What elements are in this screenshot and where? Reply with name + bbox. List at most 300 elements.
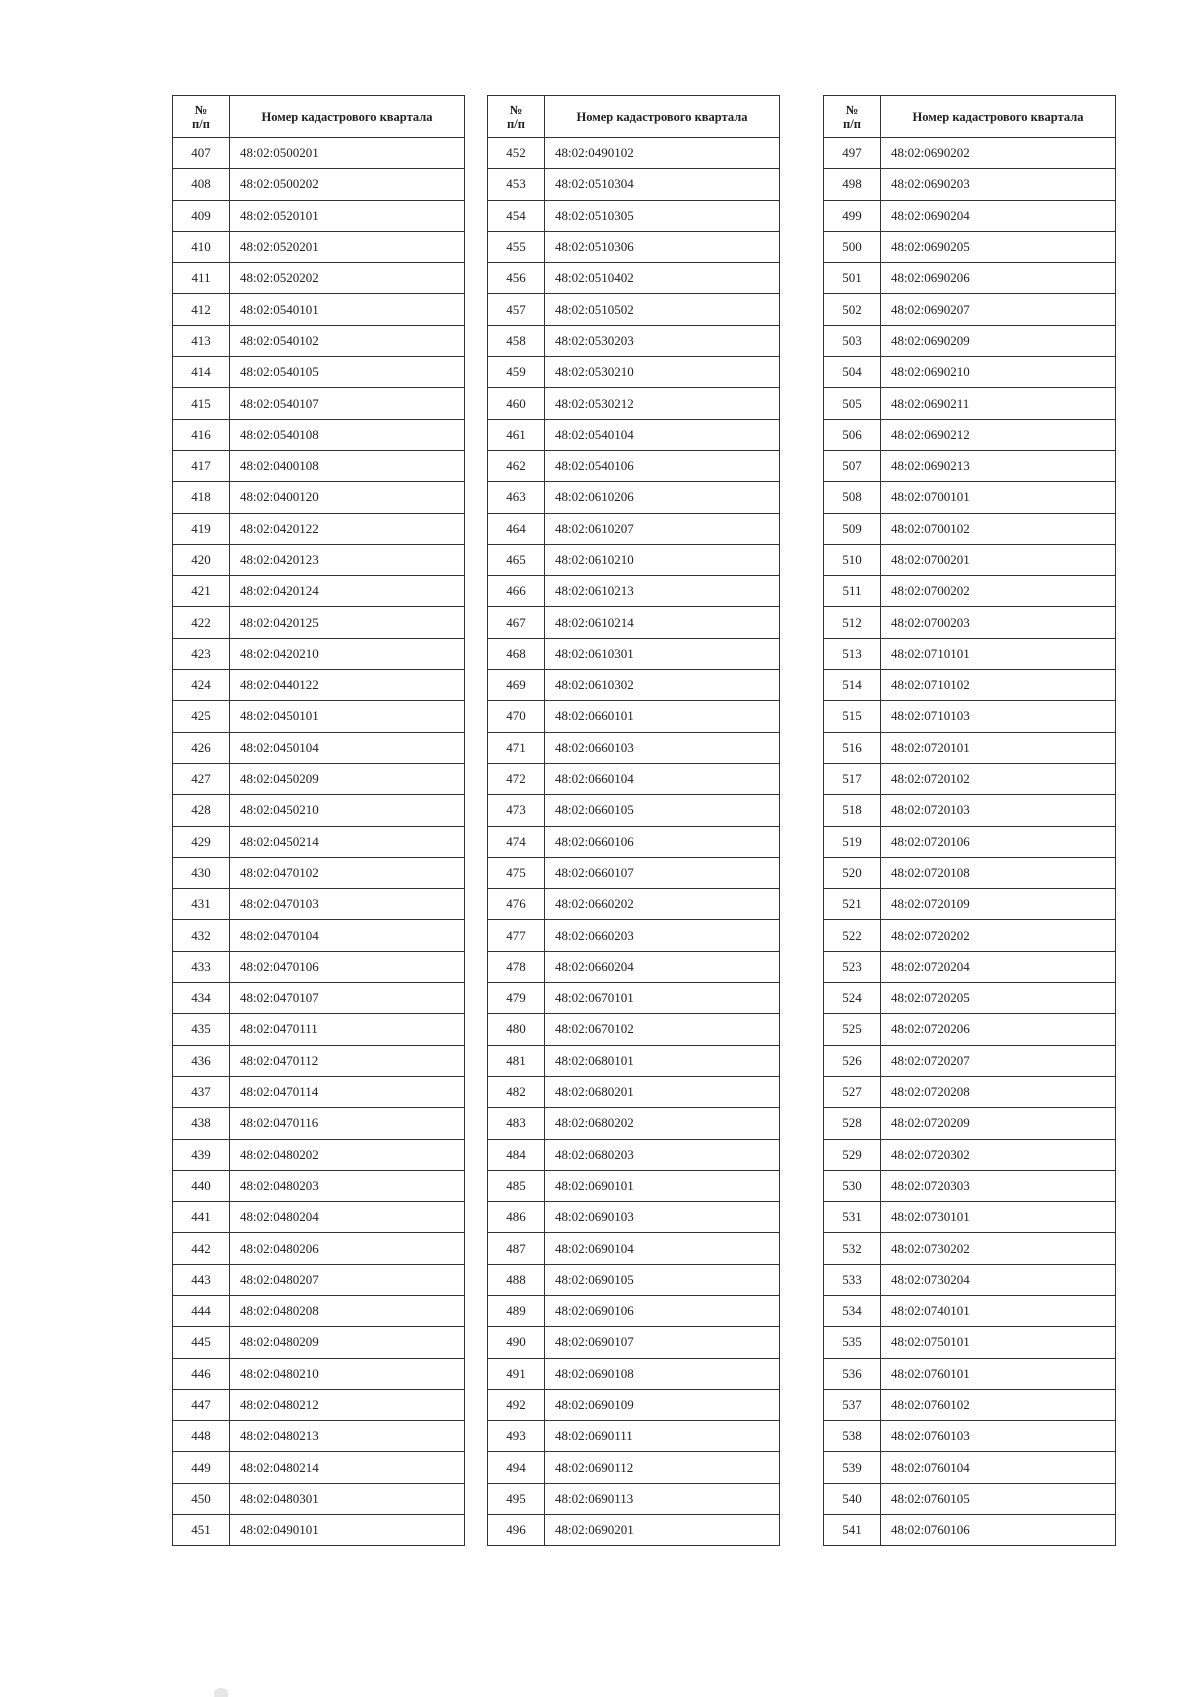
cadastral-quarter-number: 48:02:0740101 — [881, 1295, 1116, 1326]
cadastral-quarter-number: 48:02:0680203 — [545, 1139, 780, 1170]
cadastral-quarter-number: 48:02:0720206 — [881, 1014, 1116, 1045]
cadastral-quarter-number: 48:02:0480204 — [230, 1202, 465, 1233]
row-number: 450 — [173, 1483, 230, 1514]
row-number: 425 — [173, 701, 230, 732]
cadastral-quarter-number: 48:02:0690201 — [545, 1515, 780, 1546]
table-row — [173, 263, 465, 294]
row-number: 443 — [173, 1264, 230, 1295]
cadastral-quarter-number: 48:02:0470107 — [230, 983, 465, 1014]
table-row — [488, 670, 780, 701]
table-row — [173, 857, 465, 888]
cadastral-quarter-number: 48:02:0510304 — [545, 169, 780, 200]
table-row — [824, 138, 1116, 169]
table-row — [173, 1170, 465, 1201]
row-number: 509 — [824, 513, 881, 544]
cadastral-quarter-number: 48:02:0540101 — [230, 294, 465, 325]
table-row — [824, 513, 1116, 544]
table-row — [824, 1295, 1116, 1326]
row-number: 481 — [488, 1045, 545, 1076]
row-number: 466 — [488, 576, 545, 607]
row-number: 412 — [173, 294, 230, 325]
table-row — [173, 1233, 465, 1264]
cadastral-quarter-number: 48:02:0690112 — [545, 1452, 780, 1483]
row-number: 469 — [488, 670, 545, 701]
row-number: 503 — [824, 325, 881, 356]
table-row — [173, 325, 465, 356]
table-row — [173, 670, 465, 701]
table-row — [173, 1139, 465, 1170]
cadastral-quarter-number: 48:02:0450209 — [230, 763, 465, 794]
row-number: 526 — [824, 1045, 881, 1076]
cadastral-quarter-number: 48:02:0720103 — [881, 795, 1116, 826]
cadastral-quarter-number: 48:02:0720209 — [881, 1108, 1116, 1139]
row-number: 458 — [488, 325, 545, 356]
row-number: 428 — [173, 795, 230, 826]
table-row — [488, 231, 780, 262]
row-number: 520 — [824, 857, 881, 888]
row-number: 473 — [488, 795, 545, 826]
table-row — [824, 1233, 1116, 1264]
table-row — [824, 1202, 1116, 1233]
row-number: 453 — [488, 169, 545, 200]
cadastral-quarter-number: 48:02:0540107 — [230, 388, 465, 419]
table-row — [824, 200, 1116, 231]
cadastral-quarter-number: 48:02:0690209 — [881, 325, 1116, 356]
cadastral-quarter-number: 48:02:0700202 — [881, 576, 1116, 607]
cadastral-quarter-number: 48:02:0530210 — [545, 357, 780, 388]
row-number: 454 — [488, 200, 545, 231]
cadastral-quarter-number: 48:02:0690203 — [881, 169, 1116, 200]
row-number: 498 — [824, 169, 881, 200]
cadastral-quarter-number: 48:02:0760103 — [881, 1421, 1116, 1452]
row-number: 490 — [488, 1327, 545, 1358]
table-row — [488, 325, 780, 356]
table-row — [488, 138, 780, 169]
row-number: 477 — [488, 920, 545, 951]
table-row — [824, 325, 1116, 356]
cadastral-table-2 — [487, 95, 780, 1546]
table-row — [488, 1014, 780, 1045]
cadastral-table-1 — [172, 95, 465, 1546]
table-row — [173, 983, 465, 1014]
row-number: 497 — [824, 138, 881, 169]
row-number: 446 — [173, 1358, 230, 1389]
header-number: № п/п — [824, 96, 881, 138]
table-row — [488, 576, 780, 607]
cadastral-quarter-number: 48:02:0690206 — [881, 263, 1116, 294]
cadastral-quarter-number: 48:02:0610210 — [545, 544, 780, 575]
cadastral-quarter-number: 48:02:0710101 — [881, 638, 1116, 669]
table-row — [488, 1452, 780, 1483]
table-row — [173, 795, 465, 826]
cadastral-quarter-number: 48:02:0660202 — [545, 889, 780, 920]
row-number: 518 — [824, 795, 881, 826]
cadastral-quarter-number: 48:02:0690212 — [881, 419, 1116, 450]
row-number: 534 — [824, 1295, 881, 1326]
row-number: 496 — [488, 1515, 545, 1546]
cadastral-quarter-number: 48:02:0420125 — [230, 607, 465, 638]
table-row — [173, 701, 465, 732]
row-number: 491 — [488, 1358, 545, 1389]
row-number: 437 — [173, 1076, 230, 1107]
row-number: 471 — [488, 732, 545, 763]
table-row — [824, 482, 1116, 513]
cadastral-quarter-number: 48:02:0690211 — [881, 388, 1116, 419]
row-number: 531 — [824, 1202, 881, 1233]
cadastral-quarter-number: 48:02:0400108 — [230, 450, 465, 481]
table-row — [173, 231, 465, 262]
cadastral-quarter-number: 48:02:0690106 — [545, 1295, 780, 1326]
row-number: 461 — [488, 419, 545, 450]
table-row — [824, 169, 1116, 200]
table-row — [173, 951, 465, 982]
table-row — [824, 857, 1116, 888]
table-row — [824, 1483, 1116, 1514]
cadastral-quarter-number: 48:02:0730202 — [881, 1233, 1116, 1264]
cadastral-quarter-number: 48:02:0480209 — [230, 1327, 465, 1358]
cadastral-quarter-number: 48:02:0720102 — [881, 763, 1116, 794]
row-number: 413 — [173, 325, 230, 356]
row-number: 475 — [488, 857, 545, 888]
cadastral-quarter-number: 48:02:0610213 — [545, 576, 780, 607]
row-number: 533 — [824, 1264, 881, 1295]
cadastral-quarter-number: 48:02:0470102 — [230, 857, 465, 888]
table-row — [488, 1233, 780, 1264]
table-row — [173, 1202, 465, 1233]
cadastral-quarter-number: 48:02:0420124 — [230, 576, 465, 607]
cadastral-quarter-number: 48:02:0680101 — [545, 1045, 780, 1076]
table-row — [824, 1264, 1116, 1295]
row-number: 421 — [173, 576, 230, 607]
cadastral-quarter-number: 48:02:0730101 — [881, 1202, 1116, 1233]
cadastral-quarter-number: 48:02:0660203 — [545, 920, 780, 951]
table-row — [173, 450, 465, 481]
table-row — [488, 388, 780, 419]
row-number: 441 — [173, 1202, 230, 1233]
row-number: 444 — [173, 1295, 230, 1326]
row-number: 436 — [173, 1045, 230, 1076]
row-number: 512 — [824, 607, 881, 638]
cadastral-quarter-number: 48:02:0450210 — [230, 795, 465, 826]
row-number: 532 — [824, 1233, 881, 1264]
row-number: 439 — [173, 1139, 230, 1170]
table-row — [173, 294, 465, 325]
table-row — [488, 1202, 780, 1233]
cadastral-quarter-number: 48:02:0480210 — [230, 1358, 465, 1389]
row-number: 474 — [488, 826, 545, 857]
row-number: 500 — [824, 231, 881, 262]
cadastral-quarter-number: 48:02:0660106 — [545, 826, 780, 857]
table-row — [824, 826, 1116, 857]
row-number: 494 — [488, 1452, 545, 1483]
cadastral-quarter-number: 48:02:0480206 — [230, 1233, 465, 1264]
table-row — [173, 1108, 465, 1139]
cadastral-quarter-number: 48:02:0420210 — [230, 638, 465, 669]
table-row — [488, 1170, 780, 1201]
cadastral-quarter-number: 48:02:0700101 — [881, 482, 1116, 513]
row-number: 426 — [173, 732, 230, 763]
cadastral-quarter-number: 48:02:0720205 — [881, 983, 1116, 1014]
row-number: 539 — [824, 1452, 881, 1483]
row-number: 470 — [488, 701, 545, 732]
row-number: 489 — [488, 1295, 545, 1326]
row-number: 504 — [824, 357, 881, 388]
table-row — [488, 889, 780, 920]
cadastral-quarter-number: 48:02:0680201 — [545, 1076, 780, 1107]
cadastral-quarter-number: 48:02:0760104 — [881, 1452, 1116, 1483]
table-row — [173, 732, 465, 763]
cadastral-quarter-number: 48:02:0720202 — [881, 920, 1116, 951]
row-number: 447 — [173, 1389, 230, 1420]
header-cadastral-quarter: Номер кадастрового квартала — [881, 96, 1116, 138]
row-number: 432 — [173, 920, 230, 951]
cadastral-quarter-number: 48:02:0480208 — [230, 1295, 465, 1326]
table-row — [488, 1358, 780, 1389]
row-number: 478 — [488, 951, 545, 982]
cadastral-quarter-number: 48:02:0700102 — [881, 513, 1116, 544]
row-number: 460 — [488, 388, 545, 419]
table-row — [173, 1045, 465, 1076]
row-number: 407 — [173, 138, 230, 169]
cadastral-quarter-number: 48:02:0690108 — [545, 1358, 780, 1389]
cadastral-quarter-number: 48:02:0690205 — [881, 231, 1116, 262]
table-row — [824, 889, 1116, 920]
table-row — [824, 670, 1116, 701]
cadastral-quarter-number: 48:02:0760105 — [881, 1483, 1116, 1514]
header-number: № п/п — [173, 96, 230, 138]
row-number: 435 — [173, 1014, 230, 1045]
cadastral-quarter-number: 48:02:0660104 — [545, 763, 780, 794]
row-number: 484 — [488, 1139, 545, 1170]
cadastral-quarter-number: 48:02:0750101 — [881, 1327, 1116, 1358]
table-row — [824, 763, 1116, 794]
cadastral-quarter-number: 48:02:0610301 — [545, 638, 780, 669]
cadastral-quarter-number: 48:02:0690113 — [545, 1483, 780, 1514]
table-row — [824, 1358, 1116, 1389]
table-row — [824, 701, 1116, 732]
cadastral-quarter-number: 48:02:0420123 — [230, 544, 465, 575]
table-row — [824, 1389, 1116, 1420]
table-row — [824, 388, 1116, 419]
cadastral-quarter-number: 48:02:0660103 — [545, 732, 780, 763]
cadastral-quarter-number: 48:02:0470111 — [230, 1014, 465, 1045]
table-row — [488, 701, 780, 732]
table-row — [488, 920, 780, 951]
table-row — [173, 920, 465, 951]
table-row — [824, 983, 1116, 1014]
row-number: 464 — [488, 513, 545, 544]
table-row — [173, 482, 465, 513]
row-number: 510 — [824, 544, 881, 575]
table-row — [173, 513, 465, 544]
table-row — [824, 1515, 1116, 1546]
table-row — [173, 200, 465, 231]
row-number: 462 — [488, 450, 545, 481]
cadastral-quarter-number: 48:02:0540102 — [230, 325, 465, 356]
row-number: 459 — [488, 357, 545, 388]
table-row — [824, 795, 1116, 826]
row-number: 502 — [824, 294, 881, 325]
table-row — [824, 263, 1116, 294]
cadastral-quarter-number: 48:02:0690213 — [881, 450, 1116, 481]
cadastral-quarter-number: 48:02:0690101 — [545, 1170, 780, 1201]
table-row — [488, 983, 780, 1014]
cadastral-quarter-number: 48:02:0720208 — [881, 1076, 1116, 1107]
table-row — [824, 1045, 1116, 1076]
row-number: 511 — [824, 576, 881, 607]
cadastral-quarter-number: 48:02:0510502 — [545, 294, 780, 325]
row-number: 420 — [173, 544, 230, 575]
row-number: 530 — [824, 1170, 881, 1201]
cadastral-quarter-number: 48:02:0500202 — [230, 169, 465, 200]
row-number: 422 — [173, 607, 230, 638]
row-number: 525 — [824, 1014, 881, 1045]
cadastral-quarter-number: 48:02:0540108 — [230, 419, 465, 450]
row-number: 527 — [824, 1076, 881, 1107]
table-row — [488, 1045, 780, 1076]
row-number: 415 — [173, 388, 230, 419]
table-row — [173, 1076, 465, 1107]
row-number: 538 — [824, 1421, 881, 1452]
row-number: 480 — [488, 1014, 545, 1045]
cadastral-quarter-number: 48:02:0610302 — [545, 670, 780, 701]
cadastral-quarter-number: 48:02:0660204 — [545, 951, 780, 982]
table-row — [824, 638, 1116, 669]
cadastral-quarter-number: 48:02:0690204 — [881, 200, 1116, 231]
header-number: № п/п — [488, 96, 545, 138]
row-number: 455 — [488, 231, 545, 262]
cadastral-quarter-number: 48:02:0760106 — [881, 1515, 1116, 1546]
table-row — [173, 763, 465, 794]
row-number: 492 — [488, 1389, 545, 1420]
row-number: 438 — [173, 1108, 230, 1139]
table-row — [488, 1264, 780, 1295]
row-number: 457 — [488, 294, 545, 325]
table-row — [824, 1452, 1116, 1483]
row-number: 416 — [173, 419, 230, 450]
table-row — [824, 951, 1116, 982]
cadastral-quarter-number: 48:02:0420122 — [230, 513, 465, 544]
row-number: 451 — [173, 1515, 230, 1546]
table-row — [173, 544, 465, 575]
table-row — [488, 263, 780, 294]
row-number: 513 — [824, 638, 881, 669]
row-number: 429 — [173, 826, 230, 857]
cadastral-quarter-number: 48:02:0450101 — [230, 701, 465, 732]
table-row — [173, 1452, 465, 1483]
cadastral-quarter-number: 48:02:0470104 — [230, 920, 465, 951]
header-cadastral-quarter: Номер кадастрового квартала — [230, 96, 465, 138]
table-row — [488, 450, 780, 481]
table-row — [824, 1139, 1116, 1170]
cadastral-quarter-number: 48:02:0710103 — [881, 701, 1116, 732]
table-row — [173, 826, 465, 857]
table-row — [173, 138, 465, 169]
row-number: 514 — [824, 670, 881, 701]
table-row — [488, 357, 780, 388]
table-row — [488, 638, 780, 669]
cadastral-quarter-number: 48:02:0700203 — [881, 607, 1116, 638]
table-row — [488, 857, 780, 888]
cadastral-quarter-number: 48:02:0680202 — [545, 1108, 780, 1139]
table-row — [824, 732, 1116, 763]
table-row — [824, 1327, 1116, 1358]
cadastral-quarter-number: 48:02:0510305 — [545, 200, 780, 231]
row-number: 521 — [824, 889, 881, 920]
cadastral-quarter-number: 48:02:0720101 — [881, 732, 1116, 763]
row-number: 430 — [173, 857, 230, 888]
cadastral-quarter-number: 48:02:0480212 — [230, 1389, 465, 1420]
cadastral-quarter-number: 48:02:0690107 — [545, 1327, 780, 1358]
table-row — [488, 795, 780, 826]
row-number: 424 — [173, 670, 230, 701]
table-row — [488, 826, 780, 857]
cadastral-quarter-number: 48:02:0510402 — [545, 263, 780, 294]
cadastral-quarter-number: 48:02:0660107 — [545, 857, 780, 888]
row-number: 519 — [824, 826, 881, 857]
cadastral-quarter-number: 48:02:0720302 — [881, 1139, 1116, 1170]
table-row — [173, 1327, 465, 1358]
row-number: 524 — [824, 983, 881, 1014]
cadastral-quarter-number: 48:02:0450214 — [230, 826, 465, 857]
cadastral-quarter-number: 48:02:0490101 — [230, 1515, 465, 1546]
row-number: 479 — [488, 983, 545, 1014]
cadastral-quarter-number: 48:02:0480207 — [230, 1264, 465, 1295]
cadastral-quarter-number: 48:02:0480214 — [230, 1452, 465, 1483]
header-cadastral-quarter: Номер кадастрового квартала — [545, 96, 780, 138]
table-row — [488, 294, 780, 325]
cadastral-quarter-number: 48:02:0690210 — [881, 357, 1116, 388]
row-number: 540 — [824, 1483, 881, 1514]
cadastral-quarter-number: 48:02:0720207 — [881, 1045, 1116, 1076]
row-number: 423 — [173, 638, 230, 669]
row-number: 440 — [173, 1170, 230, 1201]
table-row — [488, 419, 780, 450]
table-row — [173, 889, 465, 920]
table-row — [488, 1327, 780, 1358]
cadastral-quarter-number: 48:02:0690103 — [545, 1202, 780, 1233]
row-number: 419 — [173, 513, 230, 544]
row-number: 493 — [488, 1421, 545, 1452]
row-number: 433 — [173, 951, 230, 982]
row-number: 456 — [488, 263, 545, 294]
cadastral-quarter-number: 48:02:0760102 — [881, 1389, 1116, 1420]
table-row — [488, 732, 780, 763]
cadastral-quarter-number: 48:02:0670102 — [545, 1014, 780, 1045]
table-body — [173, 138, 465, 1546]
table-row — [488, 169, 780, 200]
cadastral-quarter-number: 48:02:0700201 — [881, 544, 1116, 575]
cadastral-quarter-number: 48:02:0710102 — [881, 670, 1116, 701]
row-number: 505 — [824, 388, 881, 419]
row-number: 528 — [824, 1108, 881, 1139]
row-number: 468 — [488, 638, 545, 669]
cadastral-quarter-number: 48:02:0690111 — [545, 1421, 780, 1452]
table-row — [824, 576, 1116, 607]
row-number: 522 — [824, 920, 881, 951]
table-row — [824, 357, 1116, 388]
table-row — [824, 1014, 1116, 1045]
table-row — [488, 200, 780, 231]
cadastral-quarter-number: 48:02:0470114 — [230, 1076, 465, 1107]
cadastral-quarter-number: 48:02:0610214 — [545, 607, 780, 638]
cadastral-quarter-number: 48:02:0480301 — [230, 1483, 465, 1514]
table-row — [824, 1108, 1116, 1139]
cadastral-table-3 — [823, 95, 1116, 1546]
row-number: 442 — [173, 1233, 230, 1264]
table-row — [824, 1421, 1116, 1452]
table-row — [824, 419, 1116, 450]
